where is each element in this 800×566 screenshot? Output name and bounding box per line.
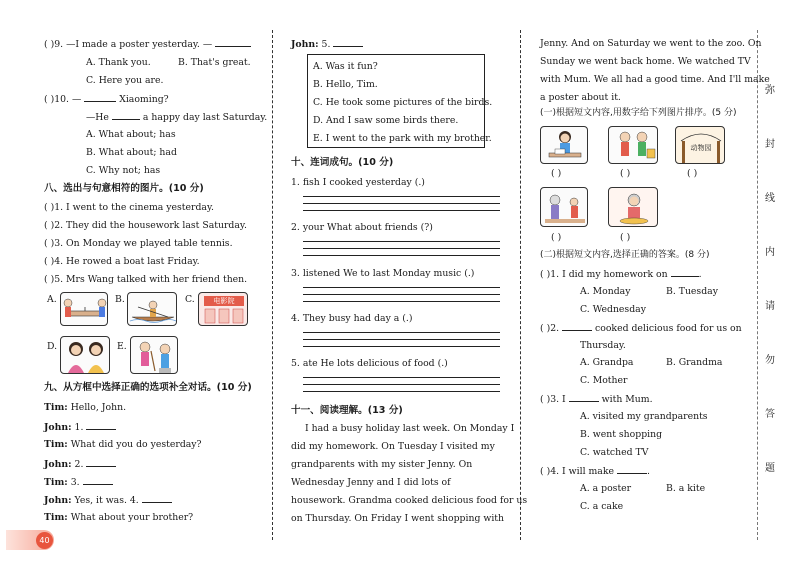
- passage-line: Wednesday Jenny and I did lots of: [291, 477, 451, 488]
- option-a: A. Thank you.: [86, 57, 151, 68]
- answer-blank[interactable]: [112, 111, 140, 120]
- passage-line: I had a busy holiday last week. On Monday I: [305, 423, 515, 434]
- option-item: A. Was it fun?: [313, 61, 378, 72]
- section-8-item: ( )4. He rowed a boat last Friday.: [44, 256, 200, 267]
- dialogue-line: Tim: Hello, John.: [44, 402, 127, 413]
- option-b: B. a kite: [666, 483, 706, 494]
- order-bracket[interactable]: ( ): [687, 168, 698, 179]
- writing-line[interactable]: [303, 210, 500, 211]
- question-3: ( )3. I with Mum.: [540, 394, 653, 405]
- writing-line[interactable]: [303, 377, 500, 378]
- question-2-line2: Thursday.: [580, 340, 626, 351]
- answer-blank[interactable]: [86, 458, 116, 467]
- answer-blank[interactable]: [671, 268, 699, 277]
- writing-line[interactable]: [303, 301, 500, 302]
- answer-blank[interactable]: [83, 476, 113, 485]
- picture-label-d: D.: [47, 341, 58, 352]
- option-c: C. Here you are.: [86, 75, 164, 86]
- passage-line: Sunday we went back home. We watched TV: [540, 56, 751, 67]
- option-c: C. Mother: [580, 375, 628, 386]
- answer-blank[interactable]: [84, 93, 116, 102]
- picture-label-b: B.: [115, 294, 125, 305]
- option-a: A. Grandpa: [580, 357, 634, 368]
- answer-blank[interactable]: [617, 465, 647, 474]
- option-b: B. Tuesday: [666, 286, 718, 297]
- answer-blank[interactable]: [569, 393, 599, 402]
- order-bracket[interactable]: ( ): [551, 232, 562, 243]
- binding-divider: [757, 30, 758, 540]
- option-a: A. What about; has: [86, 129, 176, 140]
- section-8-item: ( )3. On Monday we played table tennis.: [44, 238, 233, 249]
- option-c: C. Wednesday: [580, 304, 646, 315]
- part-1-title: (一)根据短文内容,用数字给下列图片排序。(5 分): [540, 108, 737, 118]
- option-a: A. visited my grandparents: [580, 411, 708, 422]
- writing-line[interactable]: [303, 241, 500, 242]
- writing-line[interactable]: [303, 346, 500, 347]
- dialogue-line: John: Yes, it was. 4.: [44, 494, 172, 506]
- answer-blank[interactable]: [215, 38, 251, 47]
- order-bracket[interactable]: ( ): [620, 168, 631, 179]
- part-2-title: (二)根据短文内容,选择正确的答案。(8 分): [540, 250, 710, 260]
- word-order-item: 1. fish I cooked yesterday (.): [291, 177, 425, 188]
- writing-line[interactable]: [303, 391, 500, 392]
- writing-line[interactable]: [303, 255, 500, 256]
- question-2: ( )2. cooked delicious food for us on: [540, 323, 742, 334]
- answer-blank[interactable]: [562, 322, 592, 331]
- cinema-sign: 电影院: [204, 296, 244, 306]
- writing-line[interactable]: [303, 384, 500, 385]
- dialogue-line: Tim: 3.: [44, 476, 113, 488]
- writing-line[interactable]: [303, 332, 500, 333]
- picture-zoo[interactable]: [675, 126, 725, 164]
- dialogue-line: John: 1.: [44, 421, 116, 433]
- zoo-sign: 动物园: [690, 144, 712, 152]
- option-item: D. And I saw some birds there.: [313, 115, 459, 126]
- option-item: E. I went to the park with my brother.: [313, 133, 492, 144]
- question-10-line2: —He a happy day last Saturday.: [86, 112, 268, 123]
- word-order-item: 3. listened We to last Monday music (.): [291, 268, 475, 279]
- option-c: C. watched TV: [580, 447, 649, 458]
- option-item: B. Hello, Tim.: [313, 79, 378, 90]
- picture-women-talking[interactable]: [60, 336, 110, 374]
- question-1: ( )1. I did my homework on .: [540, 269, 702, 280]
- picture-grandma-cooking[interactable]: [608, 187, 658, 227]
- picture-homework[interactable]: [540, 126, 588, 164]
- writing-line[interactable]: [303, 248, 500, 249]
- question-9: ( )9. —I made a poster yesterday. —: [44, 38, 251, 50]
- section-8-item: ( )1. I went to the cinema yesterday.: [44, 202, 214, 213]
- writing-line[interactable]: [303, 203, 500, 204]
- dialogue-line: John: 2.: [44, 458, 116, 470]
- passage-line: grandparents with my sister Jenny. On: [291, 459, 473, 470]
- answer-blank[interactable]: [86, 421, 116, 430]
- writing-line[interactable]: [303, 287, 500, 288]
- option-c: C. Why not; has: [86, 165, 161, 176]
- option-item: C. He took some pictures of the birds.: [313, 97, 493, 108]
- option-a: A. a poster: [580, 483, 632, 494]
- dialogue-line: Tim: What about your brother?: [44, 512, 194, 523]
- writing-line[interactable]: [303, 294, 500, 295]
- dialogue-line: John: 5.: [291, 38, 363, 50]
- picture-label-c: C.: [185, 294, 195, 305]
- picture-label-e: E.: [117, 341, 127, 352]
- passage-line: a poster about it.: [540, 92, 621, 103]
- question-10: ( )10. — Xiaoming?: [44, 94, 169, 105]
- word-order-item: 5. ate He lots delicious of food (.): [291, 358, 448, 369]
- writing-line[interactable]: [303, 196, 500, 197]
- section-9-title: 九、从方框中选择正确的选项补全对话。(10 分): [44, 382, 252, 393]
- writing-line[interactable]: [303, 339, 500, 340]
- dialogue-line: Tim: What did you do yesterday?: [44, 439, 202, 450]
- section-11-title: 十一、阅读理解。(13 分): [291, 405, 403, 416]
- section-8-item: ( )5. Mrs Wang talked with her friend then.: [44, 274, 248, 285]
- passage-line: on Thursday. On Friday I went shopping with: [291, 513, 505, 524]
- section-8-title: 八、选出与句意相符的图片。(10 分): [44, 183, 204, 194]
- order-bracket[interactable]: ( ): [551, 168, 562, 179]
- passage-line: did my homework. On Tuesday I visited my: [291, 441, 495, 452]
- passage-line: housework. Grandma cooked delicious food for us: [291, 495, 528, 506]
- page-number: 40: [36, 532, 53, 549]
- word-order-item: 2. your What about friends (?): [291, 222, 433, 233]
- option-a: A. Monday: [580, 286, 631, 297]
- question-4: ( )4. I will make .: [540, 466, 650, 477]
- option-c: C. a cake: [580, 501, 624, 512]
- picture-label-a: A.: [47, 294, 57, 305]
- answer-blank[interactable]: [142, 494, 172, 503]
- column-divider-left: [272, 30, 273, 540]
- picture-shopping[interactable]: [608, 126, 658, 164]
- option-b: B. What about; had: [86, 147, 177, 158]
- passage-line: Jenny. And on Saturday we went to the zoo. On: [540, 38, 762, 49]
- option-b: B. That's great.: [178, 57, 251, 68]
- section-8-item: ( )2. They did the housework last Saturday.: [44, 220, 247, 231]
- word-order-item: 4. They busy had day a (.): [291, 313, 413, 324]
- section-10-title: 十、连词成句。(10 分): [291, 157, 394, 168]
- column-divider-right: [520, 30, 521, 540]
- passage-line: with Mum. We all had a good time. And I'll make: [540, 74, 770, 85]
- picture-table-tennis[interactable]: [60, 292, 108, 326]
- picture-cinema[interactable]: [198, 292, 248, 326]
- picture-rowing-boat[interactable]: [127, 292, 177, 326]
- answer-blank[interactable]: [333, 38, 363, 47]
- option-b: B. went shopping: [580, 429, 663, 440]
- picture-grandparents-visit[interactable]: [540, 187, 588, 227]
- order-bracket[interactable]: ( ): [620, 232, 631, 243]
- picture-housework[interactable]: [130, 336, 178, 374]
- option-b: B. Grandma: [666, 357, 723, 368]
